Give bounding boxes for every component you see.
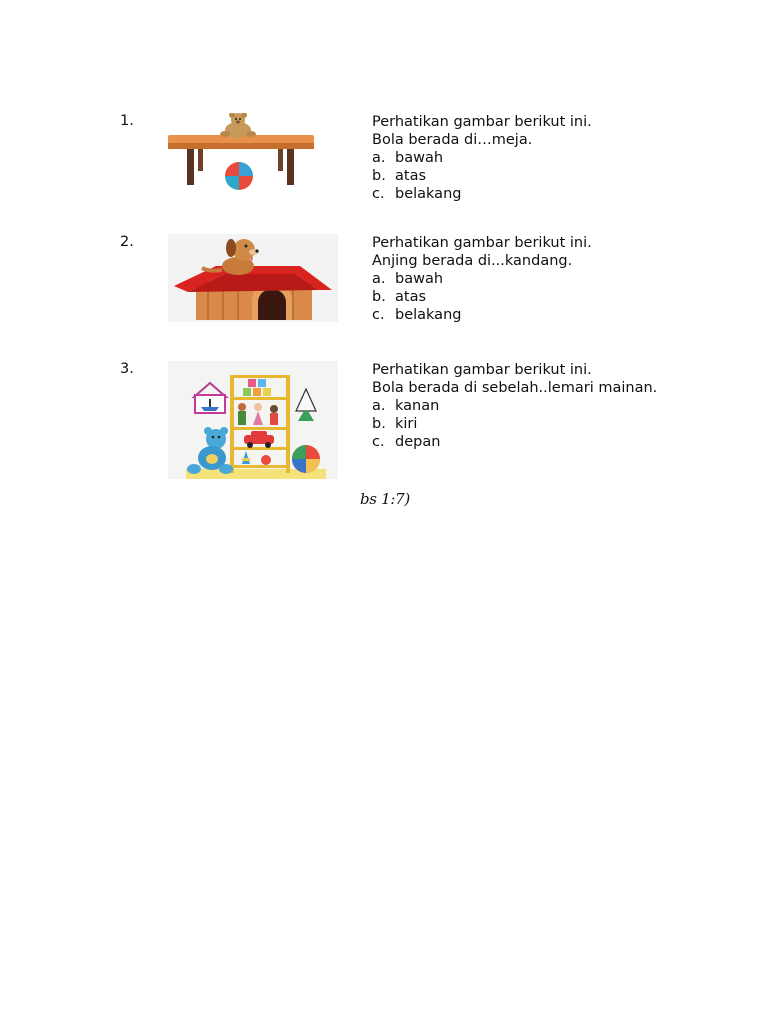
question-stem: Bola berada di…meja. xyxy=(372,132,533,148)
option-c: c. belakang xyxy=(372,307,462,323)
question-number: 3. xyxy=(120,361,134,377)
question-text xyxy=(372,113,592,203)
question-prompt: Perhatikan gambar berikut ini. xyxy=(372,235,592,251)
toy-shelf-picture xyxy=(168,361,338,479)
option-a: a. kanan xyxy=(372,398,440,414)
option-b: b. atas xyxy=(372,289,427,305)
dog-doghouse-picture xyxy=(168,234,338,322)
question-text xyxy=(372,234,592,324)
option-a: a. bawah xyxy=(372,150,444,166)
option-c: c. belakang xyxy=(372,186,462,202)
question-stem: Anjing berada di...kandang. xyxy=(372,253,573,269)
option-b: b. kiri xyxy=(372,416,418,432)
question-number: 1. xyxy=(120,113,134,129)
question-prompt: Perhatikan gambar berikut ini. xyxy=(372,362,592,378)
question-prompt: Perhatikan gambar berikut ini. xyxy=(372,114,592,130)
question-stem: Bola berada di sebelah..lemari mainan. xyxy=(372,380,658,396)
option-a: a. bawah xyxy=(372,271,444,287)
question-text xyxy=(372,361,657,451)
teddy-bear-table-picture xyxy=(168,113,338,231)
option-b: b. atas xyxy=(372,168,427,184)
question-number: 2. xyxy=(120,234,134,250)
option-c: c. depan xyxy=(372,434,441,450)
page-footer: bs 1:7) xyxy=(360,490,410,508)
